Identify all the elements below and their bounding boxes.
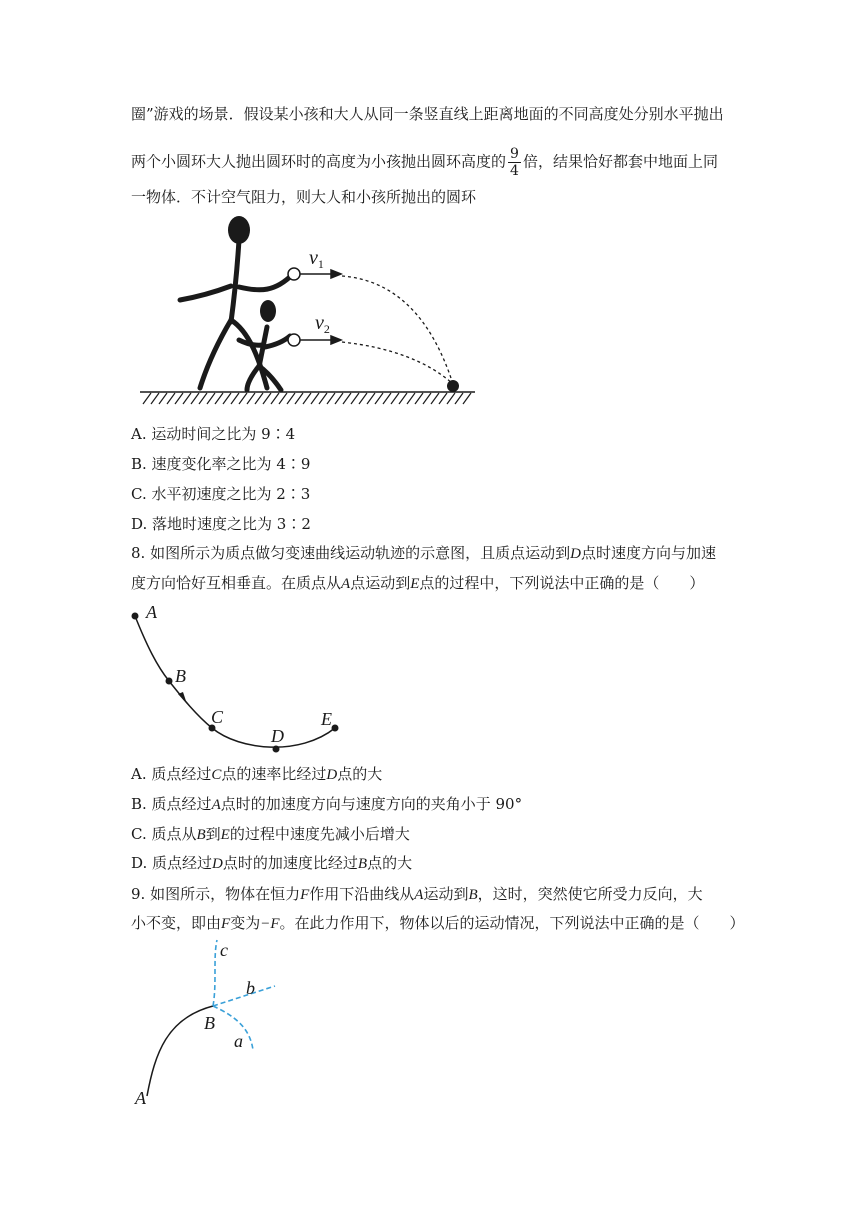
target-object	[447, 380, 459, 392]
q9-figure-curve	[125, 938, 295, 1110]
label-a: A	[146, 602, 157, 622]
point-b	[166, 678, 173, 685]
point-e	[332, 725, 339, 732]
q7-line-2-end: 倍，结果恰好都套中地面上同	[522, 152, 718, 171]
q8-option-b: B. 质点经过A点时的加速度方向与速度方向的夹角小于 90°	[131, 795, 523, 813]
q8-option-c: C. 质点从B到E的过程中速度先减小后增大	[131, 825, 410, 843]
point-a	[132, 613, 139, 620]
adult-arm-front	[239, 274, 293, 290]
label-b-point: B	[204, 1013, 215, 1033]
q8-line-1: 8. 如图所示为质点做匀变速曲线运动轨迹的示意图，且质点运动到D点时速度方向与加速	[131, 544, 716, 562]
q7-option-b: B. 速度变化率之比为 4∶9	[131, 455, 311, 473]
child-arm-front	[265, 336, 290, 347]
ring-1	[288, 268, 300, 280]
q7-figure-ring-toss	[135, 212, 480, 407]
path-b	[213, 986, 275, 1006]
q7-line-2-start: 两个小圆环大人抛出圆环时的高度为小孩抛出圆环高度的	[131, 152, 507, 171]
label-d: D	[271, 726, 284, 746]
adult-leg-back	[200, 320, 231, 388]
q7-option-a: A. 运动时间之比为 9∶4	[131, 425, 296, 443]
child-head	[260, 300, 276, 322]
q8-line-2: 度方向恰好互相垂直。在质点从A点运动到E点的过程中，下列说法中正确的是（ ）	[131, 574, 705, 592]
label-v1: $v_1$	[309, 247, 324, 271]
trajectory-2	[342, 342, 453, 384]
q8-figure-trajectory	[125, 596, 355, 758]
label-v2: $v_2$	[315, 312, 330, 336]
q7-fraction-denominator: 4	[510, 163, 519, 179]
label-e: E	[321, 709, 332, 729]
q7-line-1: 圈”游戏的场景．假设某小孩和大人从同一条竖直线上距离地面的不同高度处分别水平抛出	[131, 105, 724, 123]
direction-arrow	[178, 692, 187, 704]
label-c: C	[211, 707, 224, 727]
adult-body	[231, 240, 239, 322]
trajectory-1	[342, 276, 453, 384]
path-a	[213, 1006, 253, 1050]
q7-line-3: 一物体．不计空气阻力，则大人和小孩所抛出的圆环	[131, 188, 477, 206]
q9-line-1: 9. 如图所示，物体在恒力F作用下沿曲线从A运动到B，这时，突然使它所受力反向，大	[131, 885, 703, 903]
q7-fraction	[508, 146, 521, 179]
adult-head	[228, 216, 250, 244]
adult-arm-back	[180, 286, 231, 300]
label-a-point: A	[135, 1088, 146, 1108]
label-a-path: a	[234, 1031, 243, 1051]
q7-line-2	[131, 146, 718, 179]
point-d	[273, 746, 280, 753]
q8-option-d: D. 质点经过D点时的加速度比经过B点的大	[131, 854, 413, 872]
label-b: B	[175, 666, 186, 686]
q9-line-2: 小不变，即由F变为−F。在此力作用下，物体以后的运动情况，下列说法中正确的是（ ）	[131, 914, 745, 932]
child-leg-back	[247, 366, 259, 390]
path-c	[213, 940, 217, 1006]
q7-option-d: D. 落地时速度之比为 3∶2	[131, 515, 311, 533]
label-c-path: c	[220, 940, 228, 960]
ground-hatching	[143, 393, 471, 404]
q8-option-a: A. 质点经过C点的速率比经过D点的大	[131, 765, 383, 783]
label-b-path: b	[246, 978, 255, 998]
ring-2	[288, 334, 300, 346]
q7-option-c: C. 水平初速度之比为 2∶3	[131, 485, 311, 503]
trajectory-curve	[135, 616, 335, 747]
q7-fraction-numerator: 9	[510, 146, 519, 162]
